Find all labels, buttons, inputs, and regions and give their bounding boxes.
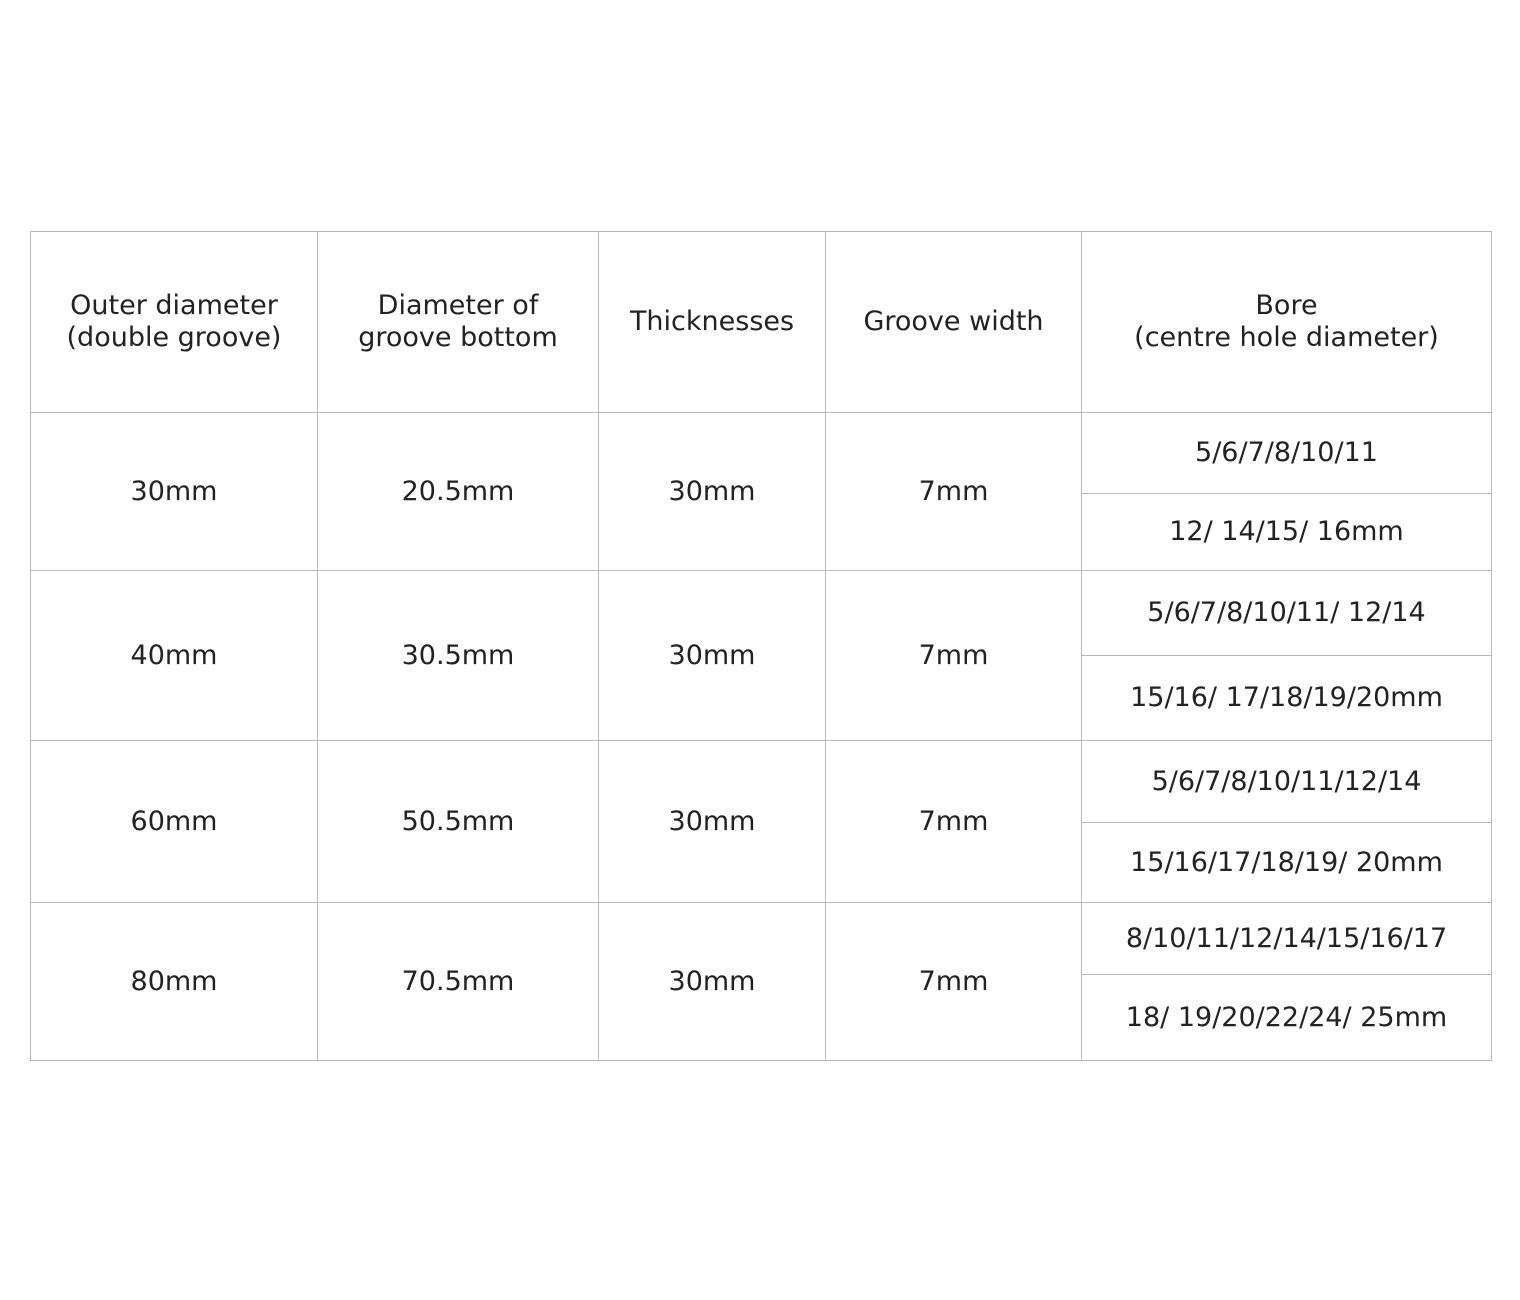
header-outer-diameter-line2: (double groove) (66, 322, 282, 353)
table-row (31, 741, 1492, 823)
cell-bore: 5/6/7/8/10/11/ 12/14 (1082, 571, 1492, 656)
cell-bore: 15/16/ 17/18/19/20mm (1082, 656, 1492, 741)
header-outer-diameter-line1: Outer diameter (70, 290, 278, 321)
header-bore-line1: Bore (1255, 290, 1318, 321)
cell-groove-width: 7mm (826, 413, 1082, 571)
cell-outer-diameter: 40mm (31, 571, 318, 741)
header-groove-bottom (318, 232, 599, 413)
cell-outer-diameter: 30mm (31, 413, 318, 571)
cell-outer-diameter: 80mm (31, 903, 318, 1061)
cell-outer-diameter: 60mm (31, 741, 318, 903)
cell-groove-bottom: 20.5mm (318, 413, 599, 571)
cell-bore: 5/6/7/8/10/11 (1082, 413, 1492, 494)
cell-bore: 8/10/11/12/14/15/16/17 (1082, 903, 1492, 975)
header-thickness (599, 232, 826, 413)
cell-groove-bottom: 30.5mm (318, 571, 599, 741)
cell-groove-width: 7mm (826, 903, 1082, 1061)
cell-thickness: 30mm (599, 903, 826, 1061)
table-row (31, 413, 1492, 494)
header-bore (1082, 232, 1492, 413)
header-outer-diameter (31, 232, 318, 413)
spec-table (30, 231, 1492, 1061)
header-groove-width (826, 232, 1082, 413)
cell-thickness: 30mm (599, 741, 826, 903)
cell-thickness: 30mm (599, 413, 826, 571)
cell-groove-bottom: 50.5mm (318, 741, 599, 903)
cell-thickness: 30mm (599, 571, 826, 741)
cell-groove-width: 7mm (826, 571, 1082, 741)
cell-bore: 12/ 14/15/ 16mm (1082, 494, 1492, 571)
cell-groove-width: 7mm (826, 741, 1082, 903)
header-groove-bottom-line2: groove bottom (358, 322, 558, 353)
cell-groove-bottom: 70.5mm (318, 903, 599, 1061)
cell-bore: 18/ 19/20/22/24/ 25mm (1082, 975, 1492, 1061)
header-row (31, 232, 1492, 413)
cell-bore: 15/16/17/18/19/ 20mm (1082, 823, 1492, 903)
table-row (31, 571, 1492, 656)
header-thickness-label: Thicknesses (629, 306, 795, 337)
cell-bore: 5/6/7/8/10/11/12/14 (1082, 741, 1492, 823)
header-bore-line2: (centre hole diameter) (1134, 322, 1439, 353)
header-groove-width-label: Groove width (863, 306, 1044, 337)
table-row (31, 903, 1492, 975)
header-groove-bottom-line1: Diameter of (377, 290, 539, 321)
